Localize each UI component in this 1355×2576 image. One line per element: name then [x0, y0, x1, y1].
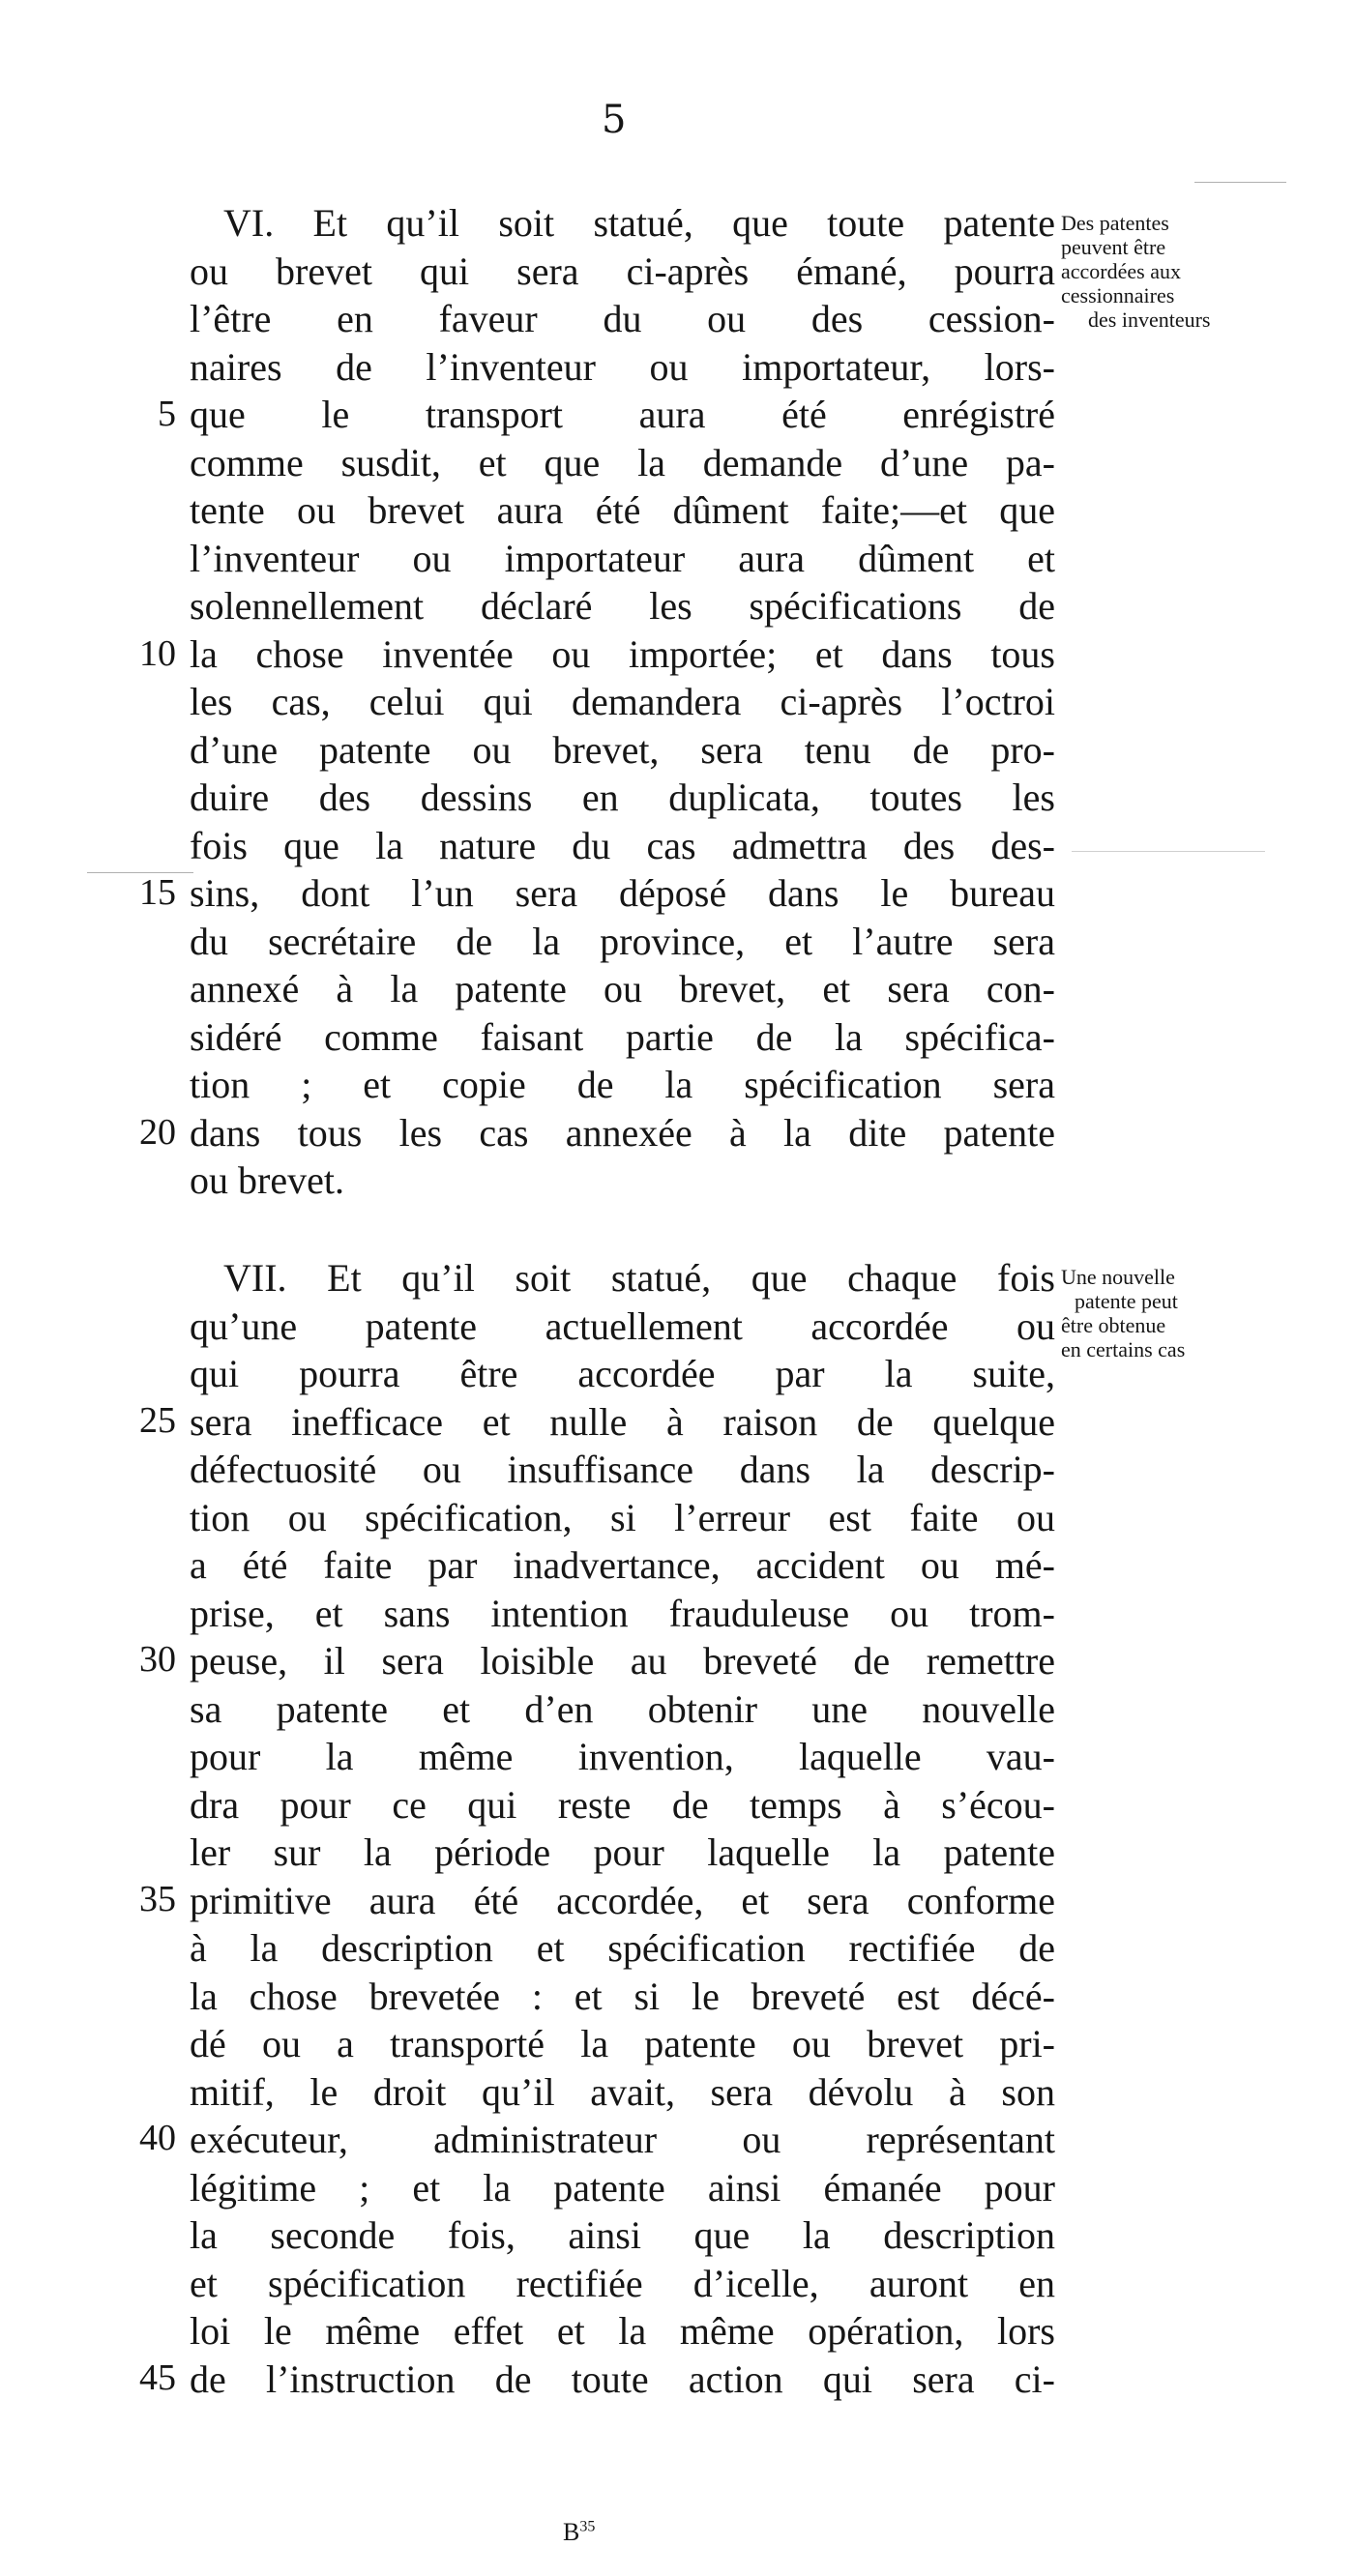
section-vi — [190, 199, 1055, 1205]
text-line: pour la même invention, laquelle vau- — [190, 1735, 1055, 1778]
text-line: solennellement déclaré les spécifications de — [190, 584, 1055, 628]
text-line: peuse, il sera loisible au breveté de remettre — [190, 1639, 1055, 1683]
text-line: exécuteur, administrateur ou représentant — [190, 2118, 1055, 2161]
text-line: dra pour ce qui reste de temps à s’écou- — [190, 1782, 1055, 1827]
text-line: tente ou brevet aura été dûment faite;—et que — [190, 488, 1055, 532]
text-line: et spécification rectifiée d’icelle, auront en — [190, 2261, 1055, 2305]
text-line: qu’une patente actuellement accordée ou — [190, 1303, 1055, 1348]
margin-note-line: patente peut — [1075, 1289, 1178, 1313]
signature-mark — [563, 2518, 595, 2547]
text-line: ler sur la période pour laquelle la patente — [190, 1830, 1055, 1874]
text-line: a été faite par inadvertance, accident ou mé- — [190, 1543, 1055, 1587]
text-line: qui pourra être accordée par la suite, — [190, 1352, 1055, 1395]
line-number: 40 — [139, 2118, 176, 2158]
text-line: l’inventeur ou importateur aura dûment et — [190, 536, 1055, 580]
margin-note-line: Une nouvelle — [1061, 1265, 1175, 1289]
text-line: duire des dessins en duplicata, toutes les — [190, 776, 1055, 819]
faint-rule-line — [1072, 851, 1265, 852]
text-line: légitime ; et la patente ainsi émanée pour — [190, 2165, 1055, 2210]
section-vii — [190, 1254, 1055, 2403]
margin-note-line: être obtenue — [1061, 1313, 1166, 1337]
margin-note-nouvelle-patente — [1061, 1265, 1251, 1361]
text-line: du secrétaire de la province, et l’autre sera — [190, 919, 1055, 963]
line-number: 45 — [139, 2357, 176, 2398]
text-line: que le transport aura été enrégistré — [190, 393, 1055, 436]
margin-note-line: Des patentes — [1061, 211, 1169, 235]
margin-note-line: cessionnaires — [1061, 283, 1175, 307]
margin-note-line: des inventeurs — [1088, 307, 1211, 332]
line-number: 15 — [139, 872, 176, 913]
line-number: 5 — [158, 394, 176, 434]
page-number: 5 — [602, 98, 627, 142]
text-line: VII. Et qu’il soit statué, que chaque fois — [223, 1256, 1055, 1300]
text-line: la seconde fois, ainsi que la description — [190, 2213, 1055, 2257]
text-line: VI. Et qu’il soit statué, que toute patente — [223, 201, 1055, 245]
text-line: sidéré comme faisant partie de la spécifica- — [190, 1014, 1055, 1059]
line-number: 20 — [139, 1112, 176, 1153]
text-line: de l’instruction de toute action qui sera ci- — [190, 2356, 1055, 2401]
margin-note-cessionnaires — [1061, 211, 1251, 332]
text-line: dé ou a transporté la patente ou brevet pri- — [190, 2022, 1055, 2065]
margin-rule-top — [1194, 182, 1286, 183]
text-line: d’une patente ou brevet, sera tenu de pro- — [190, 727, 1055, 772]
text-line: prise, et sans intention frauduleuse ou trom- — [190, 1591, 1055, 1635]
line-number: 30 — [139, 1639, 176, 1680]
text-line: tion ou spécification, si l’erreur est faite ou — [190, 1495, 1055, 1539]
margin-note-line: peuvent être — [1061, 235, 1166, 259]
text-line: comme susdit, et que la demande d’une pa- — [190, 440, 1055, 484]
text-line: à la description et spécification rectifiée de — [190, 1926, 1055, 1970]
line-number: 25 — [139, 1400, 176, 1441]
margin-note-line: en certains cas — [1061, 1337, 1186, 1361]
text-line: annexé à la patente ou brevet, et sera con- — [190, 967, 1055, 1010]
text-line: la chose inventée ou importée; et dans tous — [190, 631, 1055, 676]
text-line: naires de l’inventeur ou importateur, lors- — [190, 344, 1055, 389]
text-line: ou brevet. — [190, 1158, 344, 1202]
signature-letter: B — [563, 2518, 580, 2546]
line-number: 35 — [139, 1879, 176, 1919]
text-line: les cas, celui qui demandera ci-après l’octroi — [190, 680, 1055, 723]
text-line: mitif, le droit qu’il avait, sera dévolu à son — [190, 2069, 1055, 2114]
text-line: l’être en faveur du ou des cession- — [190, 297, 1055, 340]
text-line: sa patente et d’en obtenir une nouvelle — [190, 1686, 1055, 1731]
text-line: dans tous les cas annexée à la dite patente — [190, 1110, 1055, 1155]
margin-note-line: accordées aux — [1061, 259, 1181, 283]
text-line: loi le même effet et la même opération, lors — [190, 2309, 1055, 2353]
text-line: sera inefficace et nulle à raison de quelque — [190, 1399, 1055, 1444]
text-line: fois que la nature du cas admettra des des- — [190, 823, 1055, 867]
text-line: tion ; et copie de la spécification sera — [190, 1063, 1055, 1106]
text-line: la chose brevetée : et si le breveté est décé- — [190, 1974, 1055, 2018]
line-number: 10 — [139, 633, 176, 674]
signature-number: 35 — [579, 2518, 596, 2535]
text-line: ou brevet qui sera ci-après émané, pourra — [190, 249, 1055, 293]
text-line: défectuosité ou insuffisance dans la descrip- — [190, 1448, 1055, 1491]
text-line: primitive aura été accordée, et sera conforme — [190, 1878, 1055, 1922]
text-line: sins, dont l’un sera déposé dans le bureau — [190, 871, 1055, 915]
